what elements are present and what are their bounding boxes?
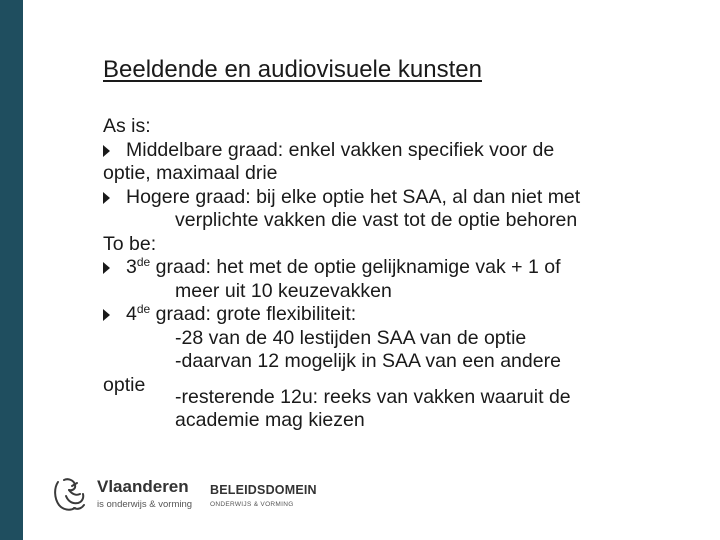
as-is-heading: As is: [103,115,151,137]
list-item-continuation: -28 van de 40 lestijden SAA van de optie [175,326,527,349]
footer-branding [50,474,370,514]
grade-number: 3 [126,256,137,278]
flemish-lion-logo-icon [50,474,90,514]
to-be-heading: To be: [103,232,157,255]
list-item-text: graad: grote flexibiliteit: [150,303,357,325]
list-item-text: Hogere graad: bij elke optie het SAA, al dan niet met [126,185,581,208]
grade-number: 4 [126,303,137,325]
list-item-as-is-2 [103,186,703,210]
grade-suffix: de [136,302,151,316]
brand-name: Vlaanderen [97,477,189,496]
left-accent-bar [0,0,23,540]
overflow-word: optie [103,373,146,396]
brand-tagline: is onderwijs & vorming [97,499,193,510]
list-item-continuation: -daarvan 12 mogelijk in SAA van een andere [175,350,561,372]
list-item-continuation-row [103,374,703,409]
slide-body [103,115,703,432]
bullet-arrow-icon [103,309,110,321]
list-item-continuation: verplichte vakken die vast tot de optie behoren [175,209,578,231]
bullet-arrow-icon [103,192,110,204]
list-item-text: graad: het met de optie gelijknamige vak + 1 of [150,256,561,278]
slide-title: Beeldende en audiovisuele kunsten [103,56,482,83]
list-item-continuation: -resterende 12u: reeks van vakken waaruit de [175,385,571,408]
grade-suffix: de [136,255,151,269]
list-item-continuation: academie mag kiezen [175,408,365,431]
bullet-arrow-icon [103,145,110,157]
list-item-continuation: meer uit 10 keuzevakken [175,279,392,302]
list-item-to-be-1 [103,256,703,280]
list-item-as-is-1 [103,139,703,163]
domain-subtitle: ONDERWIJS & VORMING [210,501,294,508]
list-item-to-be-2 [103,303,703,327]
bullet-arrow-icon [103,262,110,274]
list-item-continuation: optie, maximaal drie [103,162,278,184]
domain-name: BELEIDSDOMEIN [210,483,317,497]
list-item-text: Middelbare graad: enkel vakken specifiek voor de [126,138,555,161]
